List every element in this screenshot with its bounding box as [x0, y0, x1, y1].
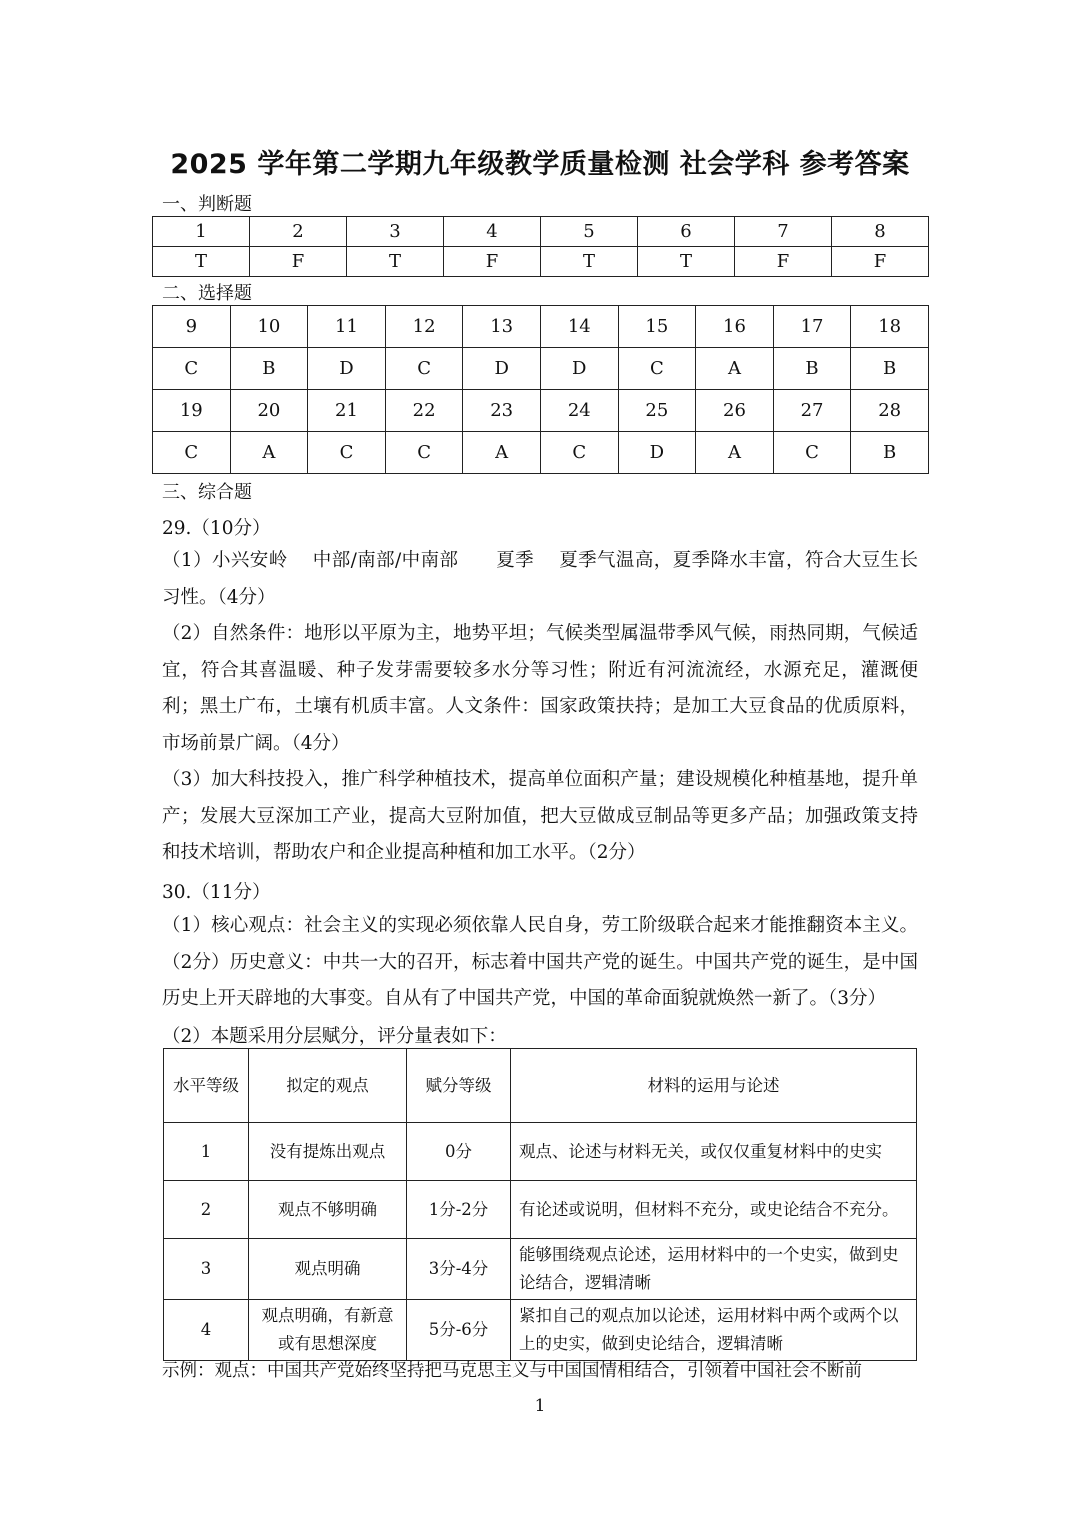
table-cell: 10	[230, 306, 308, 348]
table-cell: 16	[696, 306, 774, 348]
level-cell: 2	[164, 1181, 249, 1239]
score-cell: 3分-4分	[407, 1239, 511, 1300]
table-cell: 18	[851, 306, 929, 348]
viewpoint-cell: 没有提炼出观点	[249, 1123, 407, 1181]
table-cell: 9	[153, 306, 231, 348]
rubric-header-cell: 赋分等级	[407, 1049, 511, 1123]
multiple-choice-table	[152, 305, 929, 474]
table-cell: A	[696, 432, 774, 474]
table-cell: 21	[308, 390, 386, 432]
true-false-table	[152, 216, 929, 277]
table-cell: 8	[832, 217, 929, 247]
question-number-row	[153, 306, 929, 348]
page-title: 2025 学年第二学期九年级教学质量检测 社会学科 参考答案	[170, 149, 910, 180]
viewpoint-cell: 观点明确，有新意或有思想深度	[249, 1300, 407, 1361]
section-true-false-heading: 一、判断题	[162, 194, 252, 215]
table-cell: 22	[385, 390, 463, 432]
criteria-cell: 能够围绕观点论述，运用材料中的一个史实，做到史论结合，逻辑清晰	[511, 1239, 917, 1300]
rubric-header-row	[164, 1049, 917, 1123]
table-cell: T	[347, 247, 444, 277]
table-cell: C	[153, 348, 231, 390]
table-cell: C	[153, 432, 231, 474]
page-number: 1	[534, 1396, 546, 1416]
table-cell: C	[773, 432, 851, 474]
answer-row	[153, 348, 929, 390]
question-30-header: 30.（11分）	[162, 882, 271, 903]
table-cell: F	[250, 247, 347, 277]
criteria-cell: 观点、论述与材料无关，或仅仅重复材料中的史实	[511, 1123, 917, 1181]
score-cell: 5分-6分	[407, 1300, 511, 1361]
viewpoint-cell: 观点明确	[249, 1239, 407, 1300]
score-cell: 0分	[407, 1123, 511, 1181]
table-cell: 2	[250, 217, 347, 247]
table-cell: D	[618, 432, 696, 474]
answer-row	[153, 247, 929, 277]
table-cell: C	[385, 348, 463, 390]
table-cell: B	[851, 348, 929, 390]
table-row	[164, 1181, 917, 1239]
table-cell: 24	[540, 390, 618, 432]
table-cell: 26	[696, 390, 774, 432]
section-multiple-choice-heading: 二、选择题	[162, 283, 252, 304]
table-cell: 1	[153, 217, 250, 247]
table-cell: B	[230, 348, 308, 390]
scoring-rubric-table	[163, 1048, 917, 1361]
table-cell: 20	[230, 390, 308, 432]
example-answer-text: 示例：观点：中国共产党始终坚持把马克思主义与中国国情相结合，引领着中国社会不断前	[162, 1361, 862, 1381]
table-cell: B	[851, 432, 929, 474]
table-cell: 13	[463, 306, 541, 348]
table-cell: 27	[773, 390, 851, 432]
table-cell: 25	[618, 390, 696, 432]
table-cell: 4	[444, 217, 541, 247]
rubric-header-cell: 拟定的观点	[249, 1049, 407, 1123]
table-row	[164, 1239, 917, 1300]
table-cell: D	[463, 348, 541, 390]
table-cell: C	[308, 432, 386, 474]
table-cell: A	[696, 348, 774, 390]
question-30-part-2: （2）本题采用分层赋分，评分量表如下：	[162, 1026, 507, 1047]
table-cell: 6	[638, 217, 735, 247]
table-cell: 15	[618, 306, 696, 348]
score-cell: 1分-2分	[407, 1181, 511, 1239]
table-cell: 3	[347, 217, 444, 247]
table-cell: 28	[851, 390, 929, 432]
table-cell: A	[230, 432, 308, 474]
table-cell: C	[385, 432, 463, 474]
table-cell: B	[773, 348, 851, 390]
table-cell: 5	[541, 217, 638, 247]
question-29-part-1: （1）小兴安岭 中部/南部/中南部 夏季 夏季气温高，夏季降水丰富，符合大豆生长习性。（4分）	[162, 550, 918, 608]
viewpoint-cell: 观点不够明确	[249, 1181, 407, 1239]
table-cell: 23	[463, 390, 541, 432]
section-comprehensive-heading: 三、综合题	[162, 482, 252, 503]
rubric-header-cell: 材料的运用与论述	[511, 1049, 917, 1123]
table-cell: 12	[385, 306, 463, 348]
question-29-header: 29.（10分）	[162, 518, 271, 539]
table-cell: 11	[308, 306, 386, 348]
question-number-row	[153, 217, 929, 247]
table-cell: T	[638, 247, 735, 277]
question-29-part-3: （3）加大科技投入，推广科学种植技术，提高单位面积产量；建设规模化种植基地，提升单产；发展大豆深加工产业，提高大豆附加值，把大豆做成豆制品等更多产品；加强政策支持和技术培训，帮助农户和企业提高种植和加工水平。（2分）	[162, 769, 918, 863]
level-cell: 1	[164, 1123, 249, 1181]
table-cell: C	[618, 348, 696, 390]
table-cell: 17	[773, 306, 851, 348]
criteria-cell: 有论述或说明，但材料不充分，或史论结合不充分。	[511, 1181, 917, 1239]
question-30-part-1: （1）核心观点：社会主义的实现必须依靠人民自身，劳工阶级联合起来才能推翻资本主义。（2分）历史意义：中共一大的召开，标志着中国共产党的诞生。中国共产党的诞生，是中国历史上开天辟地的大事变。自从有了中国共产党，中国的革命面貌就焕然一新了。（3分）	[162, 915, 918, 1009]
table-cell: A	[463, 432, 541, 474]
level-cell: 3	[164, 1239, 249, 1300]
criteria-cell: 紧扣自己的观点加以论述，运用材料中两个或两个以上的史实，做到史论结合，逻辑清晰	[511, 1300, 917, 1361]
question-29-part-2: （2）自然条件：地形以平原为主，地势平坦；气候类型属温带季风气候，雨热同期，气候适宜，符合其喜温暖、种子发芽需要较多水分等习性；附近有河流流经，水源充足，灌溉便利；黑土广布，土壤有机质丰富。人文条件：国家政策扶持；是加工大豆食品的优质原料，市场前景广阔。（4分）	[162, 623, 918, 754]
table-cell: D	[540, 348, 618, 390]
table-cell: C	[540, 432, 618, 474]
table-cell: F	[444, 247, 541, 277]
table-cell: 19	[153, 390, 231, 432]
table-cell: F	[832, 247, 929, 277]
table-cell: F	[735, 247, 832, 277]
table-row	[164, 1123, 917, 1181]
rubric-header-cell: 水平等级	[164, 1049, 249, 1123]
table-row	[164, 1300, 917, 1361]
table-cell: 7	[735, 217, 832, 247]
table-cell: T	[153, 247, 250, 277]
level-cell: 4	[164, 1300, 249, 1361]
table-cell: D	[308, 348, 386, 390]
answer-row	[153, 432, 929, 474]
table-cell: T	[541, 247, 638, 277]
table-cell: 14	[540, 306, 618, 348]
question-number-row	[153, 390, 929, 432]
